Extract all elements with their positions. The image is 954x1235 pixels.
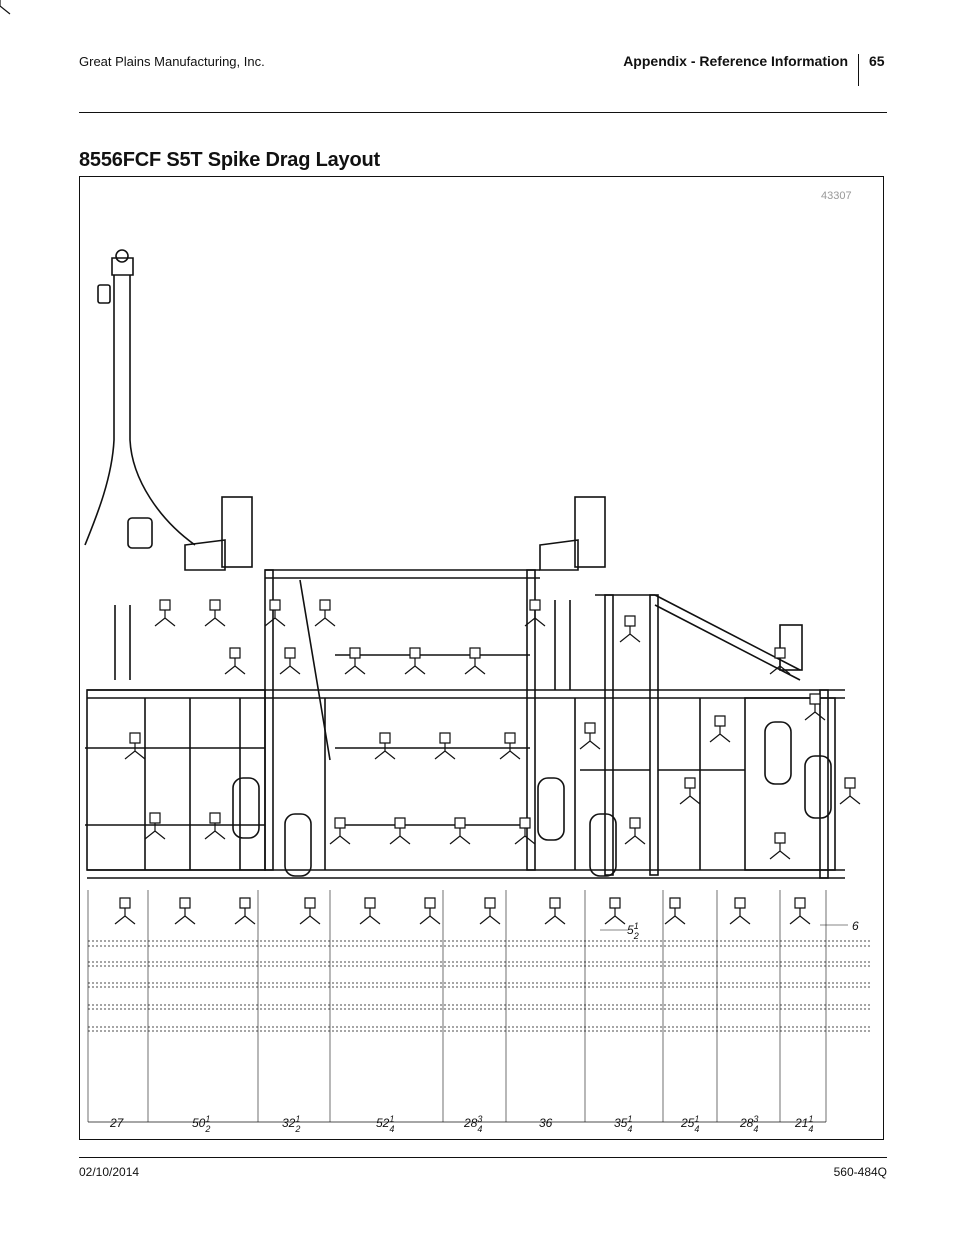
front-frame-tube <box>265 570 540 578</box>
rear-frame-tube <box>87 870 845 878</box>
dim-label-9: $28^3$ 4 <box>740 1114 759 1134</box>
extension-lines <box>88 890 848 1122</box>
figure-id: 43307 <box>821 190 852 202</box>
hitch-jack <box>128 518 152 548</box>
dim-label-3: $32^1$ 2 <box>282 1114 301 1134</box>
callout-offset-b: 6 <box>852 919 859 933</box>
dim-label-6: 36 <box>539 1116 553 1130</box>
middle-frame-tube <box>87 690 845 698</box>
hitch-tongue <box>114 275 130 440</box>
dim-label-1: 27 <box>110 1116 124 1130</box>
header-company: Great Plains Manufacturing, Inc. <box>79 54 265 69</box>
page-title: 8556FCF S5T Spike Drag Layout <box>79 149 380 171</box>
hitch-eye <box>116 250 128 262</box>
left-gauge-wheel <box>233 778 259 838</box>
dim-label-7: $35^1$ 4 <box>614 1114 633 1134</box>
wing-brace <box>595 595 800 670</box>
dimension-labels <box>109 919 859 1134</box>
hitch-clevis <box>112 258 133 275</box>
dim-label-5: $28^3$ 4 <box>464 1114 483 1134</box>
frame-structure <box>85 250 845 878</box>
callout-offset-a: $5^1$ 2 <box>627 921 639 941</box>
dim-label-8: $25^1$ 4 <box>681 1114 700 1134</box>
footer-rule <box>79 1157 887 1158</box>
dim-label-4: $52^1$ 4 <box>376 1114 395 1134</box>
right-frame <box>745 698 835 870</box>
hitch-taper <box>85 440 195 545</box>
center-gauge-wheel <box>538 778 564 840</box>
dim-label-10: $21^1$ 4 <box>795 1114 814 1134</box>
page-number: 65 <box>869 53 885 69</box>
left-lift-assembly <box>222 497 252 567</box>
spike-drag-bars <box>88 941 870 1031</box>
center-lift-assembly <box>575 497 605 567</box>
header-section-title: Appendix - Reference Information <box>623 53 848 69</box>
footer-doc-number: 560-484Q <box>833 1165 887 1179</box>
right-gauge-wheel <box>765 722 791 784</box>
dim-label-2: $50^1$ 2 <box>192 1114 211 1134</box>
footer-date: 02/10/2014 <box>79 1165 140 1179</box>
